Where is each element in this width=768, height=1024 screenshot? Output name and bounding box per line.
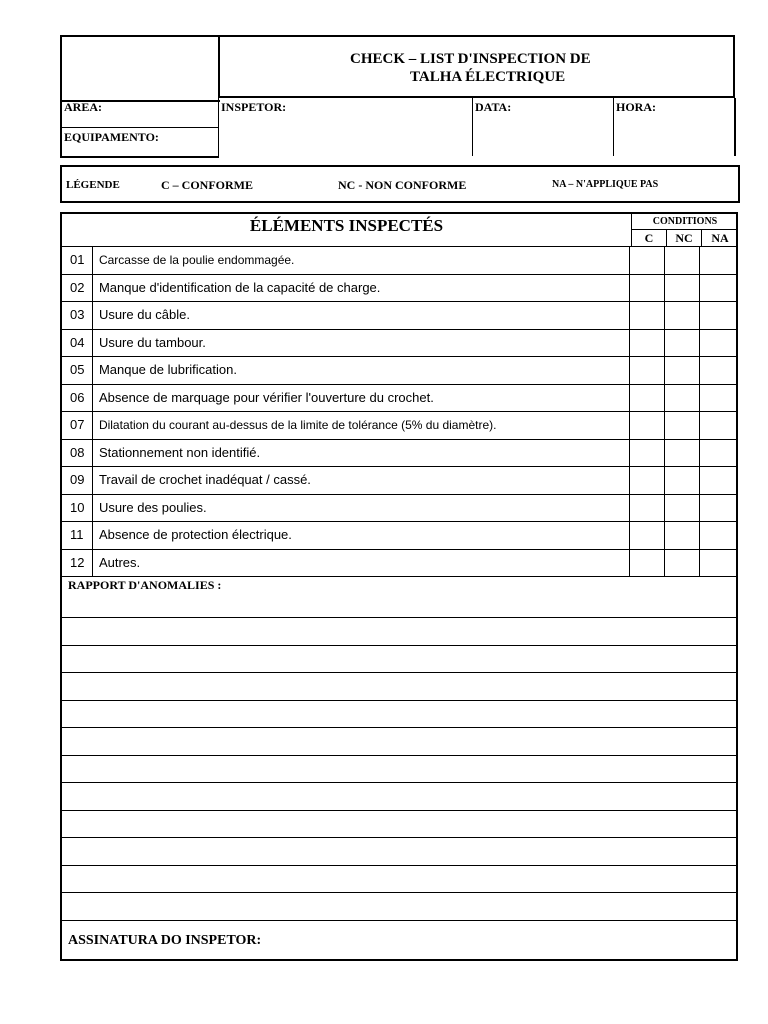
legend-conforme: C – CONFORME — [161, 178, 253, 192]
anomaly-line[interactable] — [62, 756, 736, 784]
checkbox-nc[interactable] — [665, 440, 700, 467]
table-row — [62, 522, 736, 550]
anomaly-line[interactable] — [62, 728, 736, 756]
table-row — [62, 440, 736, 468]
item-number: 08 — [62, 440, 93, 467]
table-row — [62, 275, 736, 303]
table-row — [62, 495, 736, 523]
form-header — [60, 35, 735, 158]
checkbox-na[interactable] — [700, 330, 736, 357]
item-number: 03 — [62, 302, 93, 329]
signature-label: ASSINATURA DO INSPETOR: — [68, 932, 262, 948]
info-row — [60, 98, 737, 158]
inspetor-label: INSPETOR: — [221, 100, 287, 114]
item-description: Dilatation du courant au-dessus de la limite de tolérance (5% du diamètre). — [93, 412, 630, 439]
checkbox-nc[interactable] — [665, 385, 700, 412]
area-field[interactable] — [60, 98, 219, 128]
checkbox-c[interactable] — [630, 467, 665, 494]
column-c: C — [632, 230, 667, 246]
equipamento-field[interactable] — [60, 128, 219, 158]
checkbox-nc[interactable] — [665, 412, 700, 439]
table-header — [62, 214, 736, 247]
checkbox-na[interactable] — [700, 495, 736, 522]
item-description: Stationnement non identifié. — [93, 440, 630, 467]
anomaly-line[interactable] — [62, 811, 736, 839]
checkbox-c[interactable] — [630, 495, 665, 522]
legend-non-conforme: NC - NON CONFORME — [338, 178, 467, 192]
checkbox-c[interactable] — [630, 275, 665, 302]
checkbox-c[interactable] — [630, 440, 665, 467]
table-row — [62, 412, 736, 440]
checkbox-c[interactable] — [630, 412, 665, 439]
anomalies-section[interactable] — [62, 577, 736, 618]
column-nc: NC — [667, 230, 702, 246]
item-number: 04 — [62, 330, 93, 357]
equipamento-label: EQUIPAMENTO: — [64, 130, 159, 144]
item-description: Carcasse de la poulie endommagée. — [93, 247, 630, 274]
checkbox-nc[interactable] — [665, 550, 700, 577]
anomalies-label: RAPPORT D'ANOMALIES : — [68, 578, 222, 592]
checkbox-na[interactable] — [700, 467, 736, 494]
item-number: 06 — [62, 385, 93, 412]
legend — [60, 165, 740, 203]
column-na: NA — [711, 231, 729, 245]
checkbox-nc[interactable] — [665, 247, 700, 274]
conditions-header — [632, 214, 738, 246]
item-description: Manque de lubrification. — [93, 357, 630, 384]
checkbox-nc[interactable] — [665, 467, 700, 494]
checkbox-nc[interactable] — [665, 357, 700, 384]
checkbox-na[interactable] — [700, 412, 736, 439]
anomaly-line[interactable] — [62, 673, 736, 701]
checkbox-na[interactable] — [700, 550, 736, 577]
anomaly-line[interactable] — [62, 838, 736, 866]
item-description: Absence de marquage pour vérifier l'ouverture du crochet. — [93, 385, 630, 412]
checkbox-na[interactable] — [700, 275, 736, 302]
logo-box — [60, 35, 220, 102]
anomaly-line[interactable] — [62, 701, 736, 729]
checkbox-nc[interactable] — [665, 275, 700, 302]
checkbox-na[interactable] — [700, 247, 736, 274]
hora-label: HORA: — [616, 100, 656, 114]
checkbox-na[interactable] — [700, 385, 736, 412]
item-description: Usure du tambour. — [93, 330, 630, 357]
table-row — [62, 550, 736, 578]
item-number: 09 — [62, 467, 93, 494]
item-description: Travail de crochet inadéquat / cassé. — [93, 467, 630, 494]
checkbox-c[interactable] — [630, 385, 665, 412]
data-label: DATA: — [475, 100, 512, 114]
inspection-table — [60, 212, 738, 961]
item-number: 01 — [62, 247, 93, 274]
checkbox-na[interactable] — [700, 522, 736, 549]
checkbox-nc[interactable] — [665, 495, 700, 522]
anomaly-line[interactable] — [62, 783, 736, 811]
checkbox-nc[interactable] — [665, 302, 700, 329]
signature-section[interactable] — [62, 921, 736, 959]
data-field[interactable] — [473, 98, 614, 156]
anomaly-line[interactable] — [62, 646, 736, 674]
checkbox-c[interactable] — [630, 357, 665, 384]
title-box — [218, 35, 735, 98]
table-row — [62, 357, 736, 385]
checkbox-na[interactable] — [700, 440, 736, 467]
item-description: Manque d'identification de la capacité de charge. — [93, 275, 630, 302]
checkbox-na[interactable] — [700, 302, 736, 329]
table-row — [62, 385, 736, 413]
anomaly-line[interactable] — [62, 618, 736, 646]
item-rows — [62, 247, 736, 577]
checkbox-c[interactable] — [630, 247, 665, 274]
item-number: 05 — [62, 357, 93, 384]
table-row — [62, 302, 736, 330]
checkbox-c[interactable] — [630, 302, 665, 329]
area-label: AREA: — [64, 100, 102, 114]
table-heading: ÉLÉMENTS INSPECTÉS — [62, 214, 632, 246]
table-row — [62, 247, 736, 275]
checkbox-nc[interactable] — [665, 522, 700, 549]
checkbox-c[interactable] — [630, 522, 665, 549]
item-number: 02 — [62, 275, 93, 302]
anomaly-line[interactable] — [62, 866, 736, 894]
checkbox-na[interactable] — [700, 357, 736, 384]
item-number: 10 — [62, 495, 93, 522]
item-description: Absence de protection électrique. — [93, 522, 630, 549]
conditions-label: CONDITIONS — [632, 214, 738, 230]
item-description: Usure des poulies. — [93, 495, 630, 522]
legend-title: LÉGENDE — [66, 179, 120, 191]
checkbox-c[interactable] — [630, 550, 665, 577]
item-number: 12 — [62, 550, 93, 577]
table-row — [62, 330, 736, 358]
item-number: 07 — [62, 412, 93, 439]
title-line-1: CHECK – LIST D'INSPECTION DE — [350, 51, 591, 67]
checkbox-c[interactable] — [630, 330, 665, 357]
item-description: Autres. — [93, 550, 630, 577]
title-line-2: TALHA ÉLECTRIQUE — [410, 69, 566, 85]
legend-napplique-pas: NA – N'APPLIQUE PAS — [552, 179, 659, 190]
anomaly-line[interactable] — [62, 893, 736, 921]
inspetor-field[interactable] — [219, 98, 473, 156]
checkbox-nc[interactable] — [665, 330, 700, 357]
hora-field[interactable] — [614, 98, 736, 156]
table-row — [62, 467, 736, 495]
item-description: Usure du câble. — [93, 302, 630, 329]
item-number: 11 — [62, 522, 93, 549]
